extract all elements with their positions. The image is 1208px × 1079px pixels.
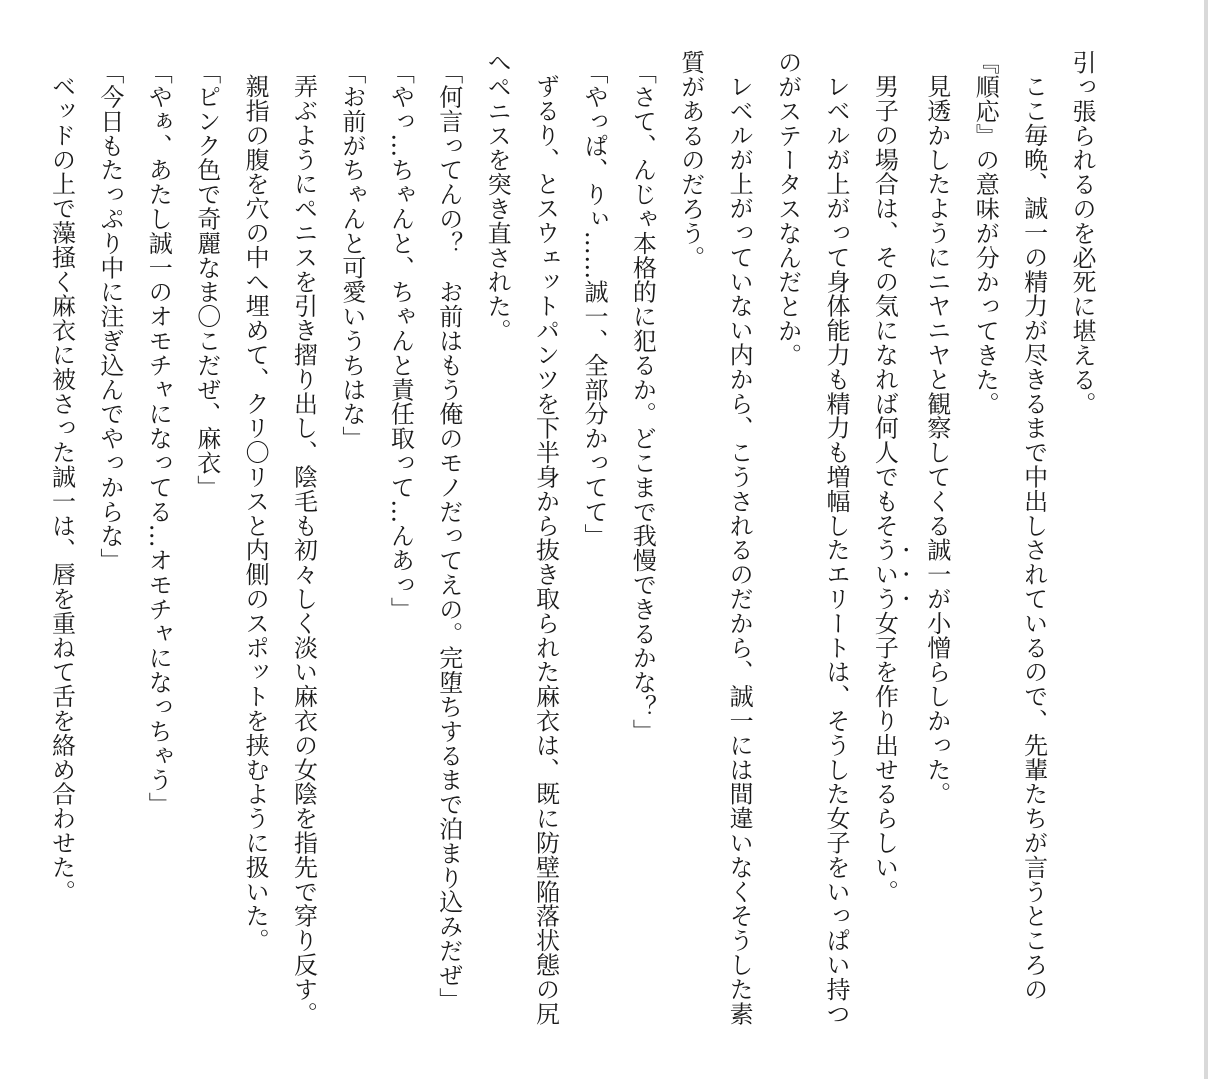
dialogue-line: 「お前がちゃんと可愛いうちはな」 <box>337 60 366 451</box>
dialogue-line: 「ピンク色で奇麗なま〇こだぜ、麻衣」 <box>192 60 221 500</box>
text-line: のがステータスなんだとか。 <box>773 50 802 368</box>
text-line: レベルが上がっていない内から、こうされるのだから、誠一には間違いなくそうした素 <box>725 74 754 1026</box>
emphasis-mark: ういう <box>870 537 899 611</box>
vertical-text-body <box>37 50 1106 1050</box>
dialogue-line: 「やっ…ちゃんと、ちゃんと責任取って…んあっ」 <box>386 60 415 622</box>
text-line: 親指の腹を穴の中へ埋めて、クリ〇リスと内側のスポットを挟むように扱いた。 <box>241 74 270 953</box>
text-line: へペニスを突き直された。 <box>483 50 512 343</box>
dialogue-line: 「今日もたっぷり中に注ぎ込んでやっからな」 <box>95 60 124 573</box>
text-line: ずるり、とスウェットパンツを下半身から抜き取られた麻衣は、既に防壁陥落状態の尻 <box>531 74 560 1026</box>
text-line: ここ毎晩、誠一の精力が尽きるまで中出しされているので、先輩たちが言うところの <box>1019 74 1048 1002</box>
dialogue-line: 「さて、んじゃ本格的に犯るか。どこまで我慢できるかな？」 <box>628 60 657 744</box>
page-edge-divider <box>1204 0 1208 1079</box>
dialogue-line: 「何言ってんの？ お前はもう俺のモノだってえの。完堕ちするまで泊まり込みだぜ」 <box>434 60 463 1012</box>
text-line: 見透かしたようにニヤニヤと観察してくる誠一が小憎らしかった。 <box>922 74 951 806</box>
text-line: ベッドの上で藻掻く麻衣に被さった誠一は、唇を重ねて舌を絡め合わせた。 <box>47 74 76 904</box>
text-line: 引っ張られるのを必死に堪える。 <box>1068 50 1096 416</box>
dialogue-line: 「やっぱ、りぃ……誠一、全部分かってて」 <box>579 60 608 548</box>
text-line: 弄ぶようにペニスを引き摺り出し、陰毛も初々しく淡い麻衣の女陰を指先で穿り反す。 <box>289 74 318 1026</box>
text-line: 『順応』の意味が分かってきた。 <box>971 50 1000 416</box>
text-line: レベルが上がって身体能力も精力も増幅したエリートは、そうした女子をいっぱい持つ <box>821 74 850 1026</box>
text-line: 男子の場合は、その気になれば何人でもそういう女子を作り出せるらしい。 <box>870 74 899 904</box>
text-line: 質があるのだろう。 <box>676 50 705 270</box>
dialogue-line: 「やぁ、あたし誠一のオモチャになってる…オモチャになっちゃう」 <box>144 60 173 817</box>
